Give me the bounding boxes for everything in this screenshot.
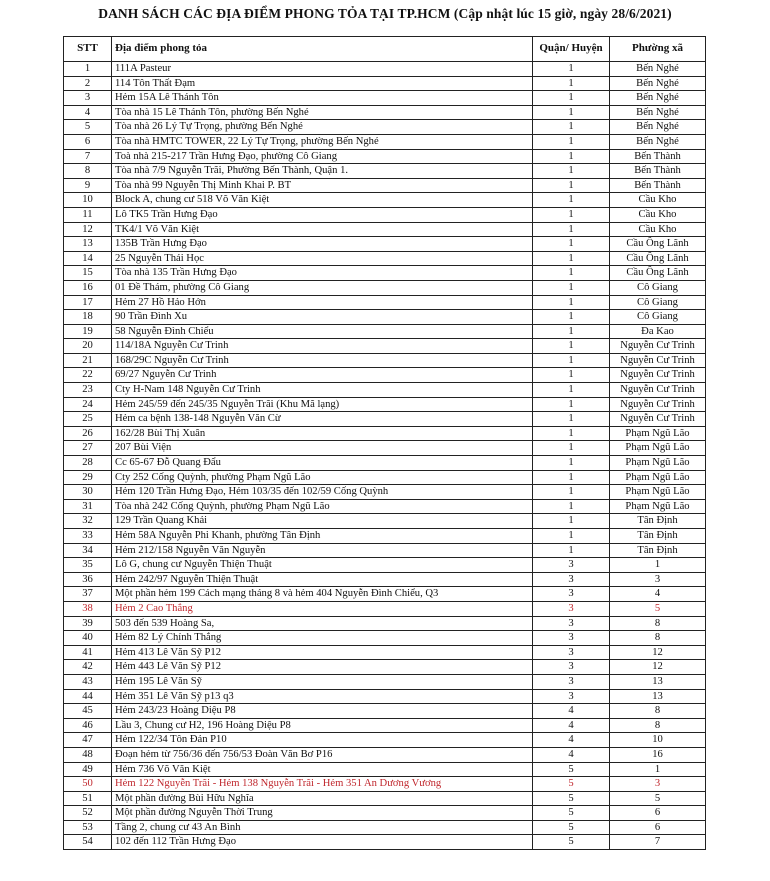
row-district: 1 [533, 76, 610, 91]
row-location: 207 Bùi Viện [112, 441, 533, 456]
row-district: 1 [533, 383, 610, 398]
row-stt: 40 [64, 631, 112, 646]
row-stt: 2 [64, 76, 112, 91]
table-body [64, 62, 706, 850]
table-row [64, 543, 706, 558]
row-district: 3 [533, 616, 610, 631]
row-location: 129 Trần Quang Khải [112, 514, 533, 529]
row-stt: 29 [64, 470, 112, 485]
row-stt: 6 [64, 134, 112, 149]
row-ward: Cầu Ông Lãnh [610, 251, 706, 266]
row-location: 01 Đề Thám, phường Cô Giang [112, 280, 533, 295]
row-location: Tòa nhà 26 Lý Tự Trọng, phường Bến Nghé [112, 120, 533, 135]
row-ward: 5 [610, 601, 706, 616]
row-district: 1 [533, 149, 610, 164]
row-district: 5 [533, 762, 610, 777]
row-stt: 23 [64, 383, 112, 398]
table-row [64, 412, 706, 427]
table-row [64, 791, 706, 806]
table-row [64, 660, 706, 675]
row-ward: Cô Giang [610, 280, 706, 295]
row-stt: 36 [64, 572, 112, 587]
row-ward: Cô Giang [610, 295, 706, 310]
row-location: Lầu 3, Chung cư H2, 196 Hoàng Diệu P8 [112, 718, 533, 733]
table-row [64, 368, 706, 383]
row-district: 1 [533, 514, 610, 529]
row-district: 1 [533, 134, 610, 149]
row-location: 114/18A Nguyễn Cư Trinh [112, 339, 533, 354]
row-ward: Cầu Kho [610, 193, 706, 208]
row-district: 1 [533, 207, 610, 222]
header-district: Quận/ Huyện [533, 37, 610, 62]
row-location: Tòa nhà 15 Lê Thánh Tôn, phường Bến Nghé [112, 105, 533, 120]
row-district: 1 [533, 353, 610, 368]
row-district: 5 [533, 777, 610, 792]
table-row [64, 62, 706, 77]
row-ward: Bến Nghé [610, 134, 706, 149]
row-stt: 33 [64, 529, 112, 544]
row-district: 1 [533, 91, 610, 106]
row-district: 3 [533, 572, 610, 587]
table-row [64, 324, 706, 339]
row-ward: 5 [610, 791, 706, 806]
row-location: 69/27 Nguyễn Cư Trinh [112, 368, 533, 383]
row-ward: 12 [610, 645, 706, 660]
row-ward: 6 [610, 806, 706, 821]
row-stt: 8 [64, 164, 112, 179]
table-row [64, 266, 706, 281]
row-ward: Bến Thành [610, 149, 706, 164]
row-location: Lô G, chung cư Nguyễn Thiện Thuật [112, 558, 533, 573]
row-stt: 9 [64, 178, 112, 193]
row-location: 503 đến 539 Hoàng Sa, [112, 616, 533, 631]
table-row [64, 164, 706, 179]
row-stt: 22 [64, 368, 112, 383]
table-row [64, 631, 706, 646]
row-stt: 16 [64, 280, 112, 295]
table-row [64, 397, 706, 412]
row-location: 90 Trần Đình Xu [112, 310, 533, 325]
row-district: 1 [533, 470, 610, 485]
row-location: 114 Tôn Thất Đạm [112, 76, 533, 91]
row-ward: 4 [610, 587, 706, 602]
row-location: Hẻm 212/158 Nguyễn Văn Nguyễn [112, 543, 533, 558]
row-district: 4 [533, 718, 610, 733]
row-district: 3 [533, 674, 610, 689]
table-row [64, 777, 706, 792]
row-ward: Tân Định [610, 543, 706, 558]
row-stt: 15 [64, 266, 112, 281]
row-stt: 17 [64, 295, 112, 310]
table-row [64, 645, 706, 660]
row-location: 102 đến 112 Trần Hưng Đạo [112, 835, 533, 850]
row-district: 1 [533, 499, 610, 514]
row-district: 3 [533, 645, 610, 660]
row-ward: Phạm Ngũ Lão [610, 470, 706, 485]
table-header-row [64, 37, 706, 62]
row-stt: 53 [64, 820, 112, 835]
row-stt: 48 [64, 747, 112, 762]
row-ward: 16 [610, 747, 706, 762]
table-row [64, 441, 706, 456]
row-stt: 5 [64, 120, 112, 135]
table-row [64, 353, 706, 368]
row-location: Hẻm 443 Lê Văn Sỹ P12 [112, 660, 533, 675]
row-ward: Bến Thành [610, 178, 706, 193]
row-stt: 3 [64, 91, 112, 106]
table-row [64, 733, 706, 748]
row-ward: Phạm Ngũ Lão [610, 485, 706, 500]
row-stt: 44 [64, 689, 112, 704]
row-location: Hẻm 15A Lê Thánh Tôn [112, 91, 533, 106]
row-location: Một phần đường Nguyễn Thời Trung [112, 806, 533, 821]
row-location: Hẻm 120 Trần Hưng Đạo, Hẻm 103/35 đến 102/59 Cống Quỳnh [112, 485, 533, 500]
row-district: 1 [533, 397, 610, 412]
row-stt: 10 [64, 193, 112, 208]
row-district: 3 [533, 587, 610, 602]
row-stt: 1 [64, 62, 112, 77]
table-row [64, 747, 706, 762]
row-location: Hẻm 122/34 Tôn Đản P10 [112, 733, 533, 748]
row-district: 1 [533, 105, 610, 120]
table-row [64, 820, 706, 835]
row-ward: Nguyễn Cư Trinh [610, 397, 706, 412]
row-ward: Cầu Kho [610, 222, 706, 237]
row-district: 1 [533, 529, 610, 544]
row-district: 3 [533, 558, 610, 573]
row-ward: Phạm Ngũ Lão [610, 441, 706, 456]
row-stt: 28 [64, 456, 112, 471]
row-district: 1 [533, 412, 610, 427]
table-row [64, 134, 706, 149]
row-stt: 46 [64, 718, 112, 733]
table-row [64, 689, 706, 704]
row-location: Hẻm 413 Lê Văn Sỹ P12 [112, 645, 533, 660]
row-stt: 7 [64, 149, 112, 164]
row-stt: 13 [64, 237, 112, 252]
row-location: 135B Trần Hưng Đạo [112, 237, 533, 252]
row-ward: Bến Nghé [610, 91, 706, 106]
row-district: 1 [533, 485, 610, 500]
table-row [64, 222, 706, 237]
table-row [64, 616, 706, 631]
row-location: Hẻm 82 Lý Chính Thắng [112, 631, 533, 646]
row-ward: Nguyễn Cư Trinh [610, 412, 706, 427]
row-district: 5 [533, 820, 610, 835]
row-district: 1 [533, 280, 610, 295]
row-ward: Bến Nghé [610, 120, 706, 135]
row-district: 3 [533, 660, 610, 675]
row-ward: Cầu Ông Lãnh [610, 266, 706, 281]
row-district: 5 [533, 791, 610, 806]
row-district: 1 [533, 164, 610, 179]
row-stt: 20 [64, 339, 112, 354]
row-district: 5 [533, 835, 610, 850]
row-location: Hẻm 122 Nguyễn Trãi - Hẻm 138 Nguyễn Trãi - Hẻm 351 An Dương Vương [112, 777, 533, 792]
row-ward: 7 [610, 835, 706, 850]
row-stt: 14 [64, 251, 112, 266]
table-row [64, 280, 706, 295]
row-stt: 51 [64, 791, 112, 806]
document-title: DANH SÁCH CÁC ĐỊA ĐIỂM PHONG TỎA TẠI TP.HCM (Cập nhật lúc 15 giờ, ngày 28/6/2021) [98, 6, 672, 21]
row-district: 4 [533, 704, 610, 719]
lockdown-table [63, 36, 706, 850]
row-stt: 19 [64, 324, 112, 339]
row-ward: Nguyễn Cư Trinh [610, 368, 706, 383]
row-stt: 11 [64, 207, 112, 222]
row-district: 1 [533, 543, 610, 558]
table-row [64, 105, 706, 120]
row-stt: 45 [64, 704, 112, 719]
row-ward: Tân Định [610, 514, 706, 529]
row-stt: 18 [64, 310, 112, 325]
row-location: Cty H-Nam 148 Nguyễn Cư Trinh [112, 383, 533, 398]
row-district: 4 [533, 747, 610, 762]
row-district: 1 [533, 295, 610, 310]
row-ward: Cầu Kho [610, 207, 706, 222]
row-ward: 3 [610, 777, 706, 792]
row-location: Hẻm 58A Nguyễn Phi Khanh, phường Tân Định [112, 529, 533, 544]
row-location: Tòa nhà 242 Cống Quỳnh, phường Phạm Ngũ Lão [112, 499, 533, 514]
row-stt: 38 [64, 601, 112, 616]
row-location: Một phần hẻm 199 Cách mạng tháng 8 và hẻm 404 Nguyễn Đình Chiểu, Q3 [112, 587, 533, 602]
row-location: Tòa nhà 7/9 Nguyễn Trãi, Phường Bến Thành, Quận 1. [112, 164, 533, 179]
row-ward: 1 [610, 558, 706, 573]
row-location: Hẻm 736 Võ Văn Kiệt [112, 762, 533, 777]
row-district: 3 [533, 601, 610, 616]
table-row [64, 601, 706, 616]
row-stt: 4 [64, 105, 112, 120]
row-stt: 21 [64, 353, 112, 368]
row-location: Hẻm 2 Cao Thắng [112, 601, 533, 616]
row-location: Hẻm 27 Hồ Hảo Hớn [112, 295, 533, 310]
row-ward: Nguyễn Cư Trinh [610, 339, 706, 354]
row-stt: 47 [64, 733, 112, 748]
table-row [64, 91, 706, 106]
row-ward: 13 [610, 674, 706, 689]
row-ward: Đa Kao [610, 324, 706, 339]
row-stt: 30 [64, 485, 112, 500]
row-ward: 1 [610, 762, 706, 777]
row-ward: 8 [610, 616, 706, 631]
row-location: Đoạn hẻm từ 756/36 đến 756/53 Đoàn Văn Bơ P16 [112, 747, 533, 762]
header-ward: Phường xã [610, 37, 706, 62]
row-ward: Cầu Ông Lãnh [610, 237, 706, 252]
row-district: 1 [533, 324, 610, 339]
table-row [64, 806, 706, 821]
row-location: Tầng 2, chung cư 43 An Bình [112, 820, 533, 835]
row-location: Hẻm ca bệnh 138-148 Nguyễn Văn Cừ [112, 412, 533, 427]
row-location: 162/28 Bùi Thị Xuân [112, 426, 533, 441]
row-location: Lô TK5 Trần Hưng Đạo [112, 207, 533, 222]
row-stt: 41 [64, 645, 112, 660]
row-ward: 12 [610, 660, 706, 675]
table-row [64, 529, 706, 544]
row-location: Tòa nhà 99 Nguyễn Thị Minh Khai P. BT [112, 178, 533, 193]
table-row [64, 237, 706, 252]
row-location: Hẻm 245/59 đến 245/35 Nguyễn Trãi (Khu Mã lạng) [112, 397, 533, 412]
row-district: 1 [533, 120, 610, 135]
row-district: 1 [533, 368, 610, 383]
row-location: TK4/1 Võ Văn Kiệt [112, 222, 533, 237]
row-district: 1 [533, 237, 610, 252]
row-ward: 3 [610, 572, 706, 587]
row-ward: Bến Nghé [610, 76, 706, 91]
row-district: 1 [533, 310, 610, 325]
table-row [64, 485, 706, 500]
row-district: 3 [533, 689, 610, 704]
row-stt: 49 [64, 762, 112, 777]
row-district: 1 [533, 178, 610, 193]
table-row [64, 383, 706, 398]
table-row [64, 149, 706, 164]
table-row [64, 572, 706, 587]
table-row [64, 587, 706, 602]
table-row [64, 762, 706, 777]
row-stt: 54 [64, 835, 112, 850]
table-row [64, 207, 706, 222]
row-ward: 8 [610, 718, 706, 733]
row-stt: 52 [64, 806, 112, 821]
table-row [64, 178, 706, 193]
row-stt: 42 [64, 660, 112, 675]
row-stt: 34 [64, 543, 112, 558]
row-stt: 12 [64, 222, 112, 237]
row-location: 111A Pasteur [112, 62, 533, 77]
row-stt: 39 [64, 616, 112, 631]
row-stt: 25 [64, 412, 112, 427]
row-location: Hẻm 195 Lê Văn Sỹ [112, 674, 533, 689]
header-location: Địa điểm phong tỏa [112, 37, 533, 62]
table-row [64, 251, 706, 266]
row-district: 1 [533, 62, 610, 77]
row-ward: Cô Giang [610, 310, 706, 325]
row-stt: 26 [64, 426, 112, 441]
row-location: Cty 252 Cống Quỳnh, phường Phạm Ngũ Lão [112, 470, 533, 485]
table-row [64, 120, 706, 135]
table-row [64, 426, 706, 441]
row-ward: Bến Nghé [610, 62, 706, 77]
row-ward: Bến Nghé [610, 105, 706, 120]
row-district: 1 [533, 339, 610, 354]
row-location: Hẻm 242/97 Nguyễn Thiện Thuật [112, 572, 533, 587]
row-district: 1 [533, 441, 610, 456]
row-ward: 13 [610, 689, 706, 704]
table-row [64, 499, 706, 514]
row-district: 1 [533, 222, 610, 237]
row-stt: 37 [64, 587, 112, 602]
row-location: Tòa nhà HMTC TOWER, 22 Lý Tự Trọng, phường Bến Nghé [112, 134, 533, 149]
row-location: Tòa nhà 135 Trần Hưng Đạo [112, 266, 533, 281]
row-location: Cc 65-67 Đỗ Quang Đẩu [112, 456, 533, 471]
row-ward: Phạm Ngũ Lão [610, 499, 706, 514]
row-district: 1 [533, 251, 610, 266]
header-stt: STT [64, 37, 112, 62]
row-ward: Nguyễn Cư Trinh [610, 353, 706, 368]
row-stt: 24 [64, 397, 112, 412]
row-district: 1 [533, 193, 610, 208]
row-ward: Tân Định [610, 529, 706, 544]
row-ward: 8 [610, 631, 706, 646]
row-ward: Nguyễn Cư Trinh [610, 383, 706, 398]
table-row [64, 339, 706, 354]
table-row [64, 193, 706, 208]
row-ward: Phạm Ngũ Lão [610, 456, 706, 471]
row-district: 3 [533, 631, 610, 646]
row-district: 1 [533, 456, 610, 471]
row-stt: 27 [64, 441, 112, 456]
row-location: Hẻm 243/23 Hoàng Diệu P8 [112, 704, 533, 719]
row-location: Toà nhà 215-217 Trần Hưng Đạo, phường Cô Giang [112, 149, 533, 164]
table-row [64, 704, 706, 719]
row-district: 1 [533, 426, 610, 441]
row-ward: Bến Thành [610, 164, 706, 179]
table-row [64, 558, 706, 573]
row-ward: Phạm Ngũ Lão [610, 426, 706, 441]
table-row [64, 835, 706, 850]
row-stt: 31 [64, 499, 112, 514]
row-location: 168/29C Nguyễn Cư Trinh [112, 353, 533, 368]
row-ward: 8 [610, 704, 706, 719]
row-ward: 6 [610, 820, 706, 835]
row-location: Một phần đường Bùi Hữu Nghĩa [112, 791, 533, 806]
row-stt: 50 [64, 777, 112, 792]
row-district: 4 [533, 733, 610, 748]
row-location: Hẻm 351 Lê Văn Sỹ p13 q3 [112, 689, 533, 704]
table-row [64, 295, 706, 310]
row-stt: 43 [64, 674, 112, 689]
row-ward: 10 [610, 733, 706, 748]
row-location: Block A, chung cư 518 Võ Văn Kiệt [112, 193, 533, 208]
table-row [64, 514, 706, 529]
table-row [64, 674, 706, 689]
row-stt: 32 [64, 514, 112, 529]
row-stt: 35 [64, 558, 112, 573]
table-row [64, 456, 706, 471]
row-location: 58 Nguyễn Đình Chiểu [112, 324, 533, 339]
table-row [64, 310, 706, 325]
row-district: 5 [533, 806, 610, 821]
row-district: 1 [533, 266, 610, 281]
row-location: 25 Nguyễn Thái Học [112, 251, 533, 266]
table-row [64, 718, 706, 733]
table-row [64, 470, 706, 485]
table-row [64, 76, 706, 91]
